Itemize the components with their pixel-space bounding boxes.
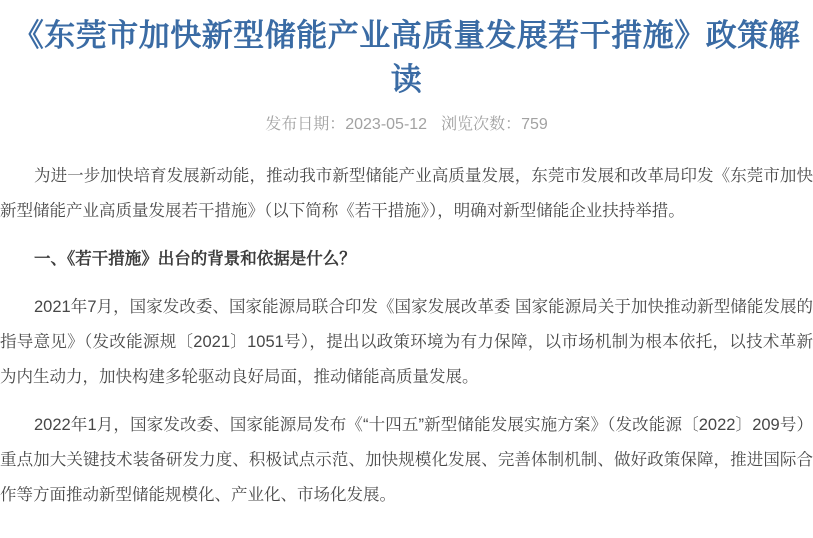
page-title: 《东莞市加快新型储能产业高质量发展若干措施》政策解读	[12, 18, 801, 97]
article-page	[0, 14, 813, 538]
view-count	[441, 116, 548, 133]
view-count-label: 浏览次数：	[441, 116, 522, 133]
section-1-paragraph-2: 2022年1月，国家发改委、国家能源局发布《“十四五”新型储能发展实施方案》（发改能源〔2022〕209号）重点加大关键技术装备研发力度、积极试点示范、加快规模化发展、完善体制机制、做好政策保障，推进国际合作等方面推动新型储能规模化、产业化、市场化发展。	[0, 416, 813, 504]
view-count-value: 759	[521, 116, 548, 133]
publish-date	[265, 116, 427, 133]
section-1-heading: 一、《若干措施》出台的背景和依据是什么？	[34, 250, 356, 268]
article-body	[0, 159, 813, 513]
paragraph-intro: 为进一步加快培育发展新动能，推动我市新型储能产业高质量发展，东莞市发展和改革局印发《东莞市加快新型储能产业高质量发展若干措施》（以下简称《若干措施》），明确对新型储能企业扶持举措。	[0, 167, 813, 220]
article-meta	[0, 115, 813, 135]
section-1-paragraph-1: 2021年7月，国家发改委、国家能源局联合印发《国家发展改革委 国家能源局关于加快推动新型储能发展的指导意见》（发改能源规〔2021〕1051号），提出以政策环境为有力保障，以市场机制为根本依托，以技术革新为内生动力，加快构建多轮驱动良好局面，推动储能高质量发展。	[0, 298, 813, 386]
publish-date-label: 发布日期：	[265, 116, 346, 133]
publish-date-value: 2023-05-12	[345, 116, 428, 133]
